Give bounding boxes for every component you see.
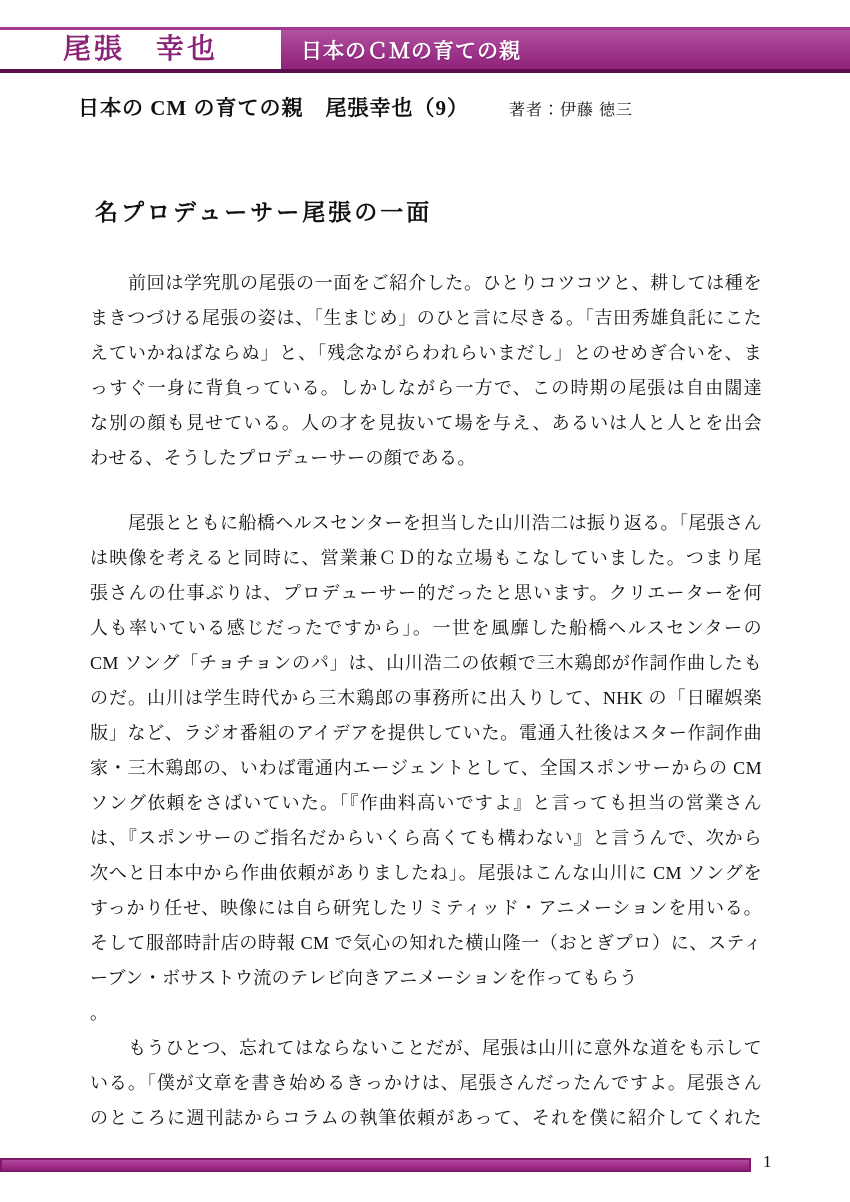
body-line: すっかり任せ、映像には自ら研究したリミティッド・アニメーションを用いる。 [90, 898, 762, 918]
title-row [78, 92, 810, 122]
body-line: は映像を考えると同時に、営業兼ＣＤ的な立場もこなしていました。つまり尾 [90, 548, 762, 568]
footer-rule [0, 1158, 751, 1172]
body-line: わせる、そうしたプロデューサーの顔である。 [90, 448, 476, 468]
body-line: っすぐ一身に背負っている。しかしながら一方で、この時期の尾張は自由闊達 [90, 378, 762, 398]
body-line: 人も率いている感じだったですから」。一世を風靡した船橋ヘルスセンターの [90, 618, 762, 638]
paragraph-3 [90, 1031, 762, 1136]
header-series-strip [281, 30, 850, 69]
body-line: まきつづける尾張の姿は、「生まじめ」のひと言に尽きる。「吉田秀雄負託にこた [90, 308, 762, 328]
body-line: そして服部時計店の時報 CM で気心の知れた横山隆一（おとぎプロ）に、スティ [90, 933, 762, 953]
document-title: 日本の CM の育ての親 尾張幸也（9） [78, 96, 469, 120]
body-line: な別の顔も見せている。人の才を見抜いて場を与え、あるいは人と人とを出会 [90, 413, 762, 433]
body-line: えていかねばならぬ」と、「残念ながらわれらいまだし」とのせめぎ合いを、ま [90, 343, 762, 363]
section-heading: 名プロデューサー尾張の一面 [95, 200, 433, 225]
body-line: のだ。山川は学生時代から三木鶏郎の事務所に出入りして、NHK の「日曜娯楽 [90, 688, 762, 708]
header-series-text: 日本のＣＭの育ての親 [301, 39, 521, 63]
header-name-box [0, 30, 281, 69]
body-line: 家・三木鶏郎の、いわば電通内エージェントとして、全国スポンサーからの CM [90, 758, 762, 778]
author-credit: 著者：伊藤 徳三 [509, 102, 634, 119]
body-line: は、『スポンサーのご指名だからいくら高くても構わない』と言うんで、次から [90, 828, 762, 848]
body-line: 前回は学究肌の尾張の一面をご紹介した。ひとりコツコツと、耕しては種を [128, 273, 762, 293]
body-line: のところに週刊誌からコラムの執筆依頼があって、それを僕に紹介してくれた [90, 1108, 762, 1128]
body-line: 版」など、ラジオ番組のアイデアを提供していた。電通入社後はスター作詞作曲 [90, 723, 762, 743]
header-name-text: 尾張 幸也 [62, 33, 218, 65]
paragraph-1 [90, 266, 762, 476]
page-number: 1 [763, 1152, 772, 1171]
body-line: 尾張とともに船橋ヘルスセンターを担当した山川浩二は振り返る。「尾張さん [128, 513, 762, 533]
body-line: もうひとつ、忘れてはならないことだが、尾張は山川に意外な道をも示して [128, 1038, 762, 1058]
article-body [90, 266, 762, 1136]
body-line: ーブン・ボサストウ流のテレビ向きアニメーションを作ってもらう [90, 968, 638, 988]
body-line: 張さんの仕事ぶりは、プロデューサー的だったと思います。クリエーターを何 [90, 583, 762, 603]
body-line: CM ソング「チョチョンのパ」は、山川浩二の依頼で三木鶏郎が作詞作曲したも [90, 653, 762, 673]
body-line: いる。「僕が文章を書き始めるきっかけは、尾張さんだったんですよ。尾張さん [90, 1073, 762, 1093]
page-header [0, 27, 850, 73]
body-line: 次へと日本中から作曲依頼がありましたね」。尾張はこんな山川に CM ソングを [90, 863, 762, 883]
paragraph-2 [90, 506, 762, 1031]
body-line: 。 [90, 1003, 109, 1023]
body-line: ソング依頼をさばいていた。「『作曲料高いですよ』と言っても担当の営業さん [90, 793, 762, 813]
